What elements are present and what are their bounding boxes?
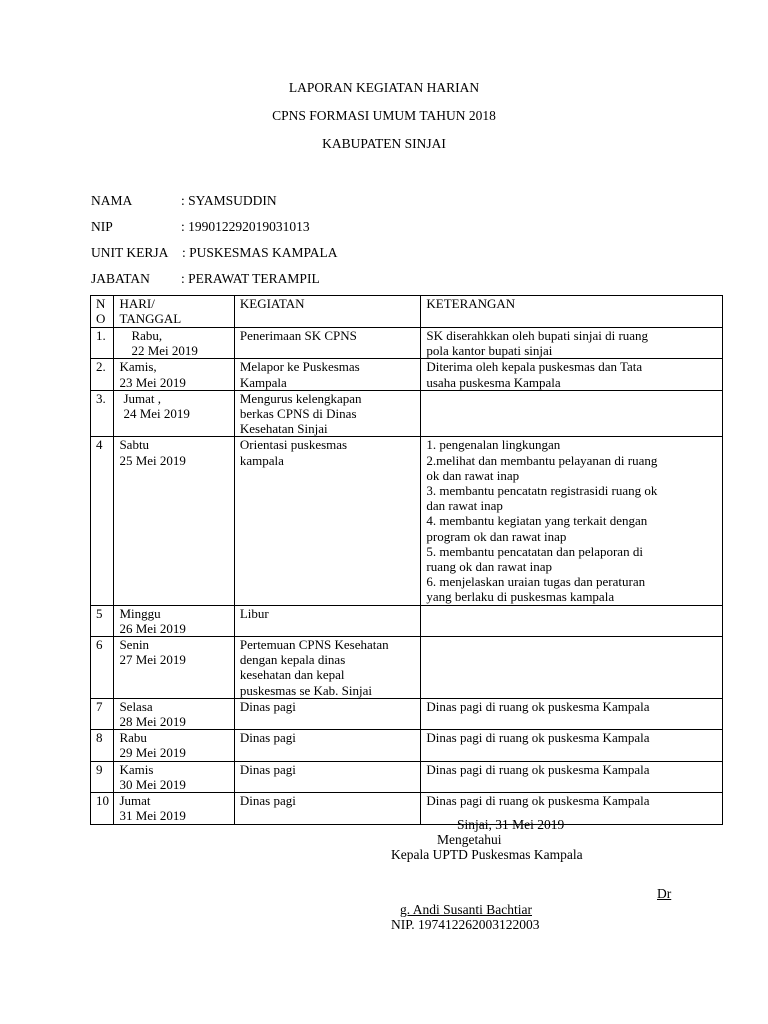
- cell-hari-tanggal: [114, 761, 234, 792]
- unit-kerja-value: : PUSKESMAS KAMPALA: [182, 245, 338, 260]
- cell-kegiatan: [234, 793, 421, 824]
- keterangan-line: pola kantor bupati sinjai: [426, 343, 553, 359]
- keterangan-line: 5. membantu pencatatan dan pelaporan di: [426, 543, 643, 559]
- cell-hari-tanggal: [114, 328, 234, 359]
- cell-tanggal: 22 Mei 2019: [131, 343, 198, 359]
- kegiatan-line: kampala: [239, 452, 284, 468]
- cell-no: 7: [91, 698, 114, 729]
- table-row: [91, 793, 723, 824]
- cell-no: 2.: [91, 359, 114, 390]
- unit-kerja-label: UNIT KERJA: [91, 245, 169, 260]
- cell-hari: Rabu,: [131, 328, 163, 343]
- keterangan-line: Dinas pagi di ruang ok puskesma Kampala: [426, 793, 650, 809]
- cell-hari: Selasa: [119, 698, 153, 714]
- cell-hari-tanggal: [114, 698, 234, 729]
- keterangan-line: 1. pengenalan lingkungan: [426, 437, 561, 453]
- header-no: [91, 296, 114, 328]
- cell-kegiatan: [234, 698, 421, 729]
- kegiatan-line: Dinas pagi: [239, 698, 296, 714]
- cell-keterangan: [421, 698, 723, 729]
- kegiatan-line: Kesehatan Sinjai: [239, 421, 328, 437]
- keterangan-line: dan rawat inap: [426, 498, 503, 514]
- cell-kegiatan: [234, 390, 421, 437]
- cell-keterangan: [421, 359, 723, 390]
- kegiatan-line: Kampala: [239, 374, 287, 390]
- cell-keterangan: [421, 605, 723, 636]
- cell-no: 5: [91, 605, 114, 636]
- cell-no: 4: [91, 437, 114, 605]
- signature-position: Kepala UPTD Puskesmas Kampala: [391, 847, 583, 862]
- cell-hari: Jumat: [119, 793, 151, 809]
- table-row: [91, 328, 723, 359]
- keterangan-line: Dinas pagi di ruang ok puskesma Kampala: [426, 730, 650, 746]
- cell-hari-tanggal: [114, 730, 234, 761]
- keterangan-line: Dinas pagi di ruang ok puskesma Kampala: [426, 761, 650, 777]
- cell-hari: Kamis: [119, 761, 154, 777]
- header-hari-line-1: HARI/: [119, 296, 155, 311]
- cell-hari: Sabtu: [119, 437, 150, 453]
- signature-place-date: Sinjai, 31 Mei 2019: [457, 817, 565, 832]
- cell-hari: Jumat ,: [123, 390, 161, 406]
- title-line-1: LAPORAN KEGIATAN HARIAN: [288, 80, 480, 95]
- cell-hari-tanggal: [114, 637, 234, 699]
- table-row: [91, 605, 723, 636]
- nip-value: : 199012292019031013: [181, 219, 310, 234]
- table-row: [91, 390, 723, 437]
- header-no-line-2: O: [96, 311, 106, 327]
- cell-hari-tanggal: [114, 437, 234, 605]
- kegiatan-line: Mengurus kelengkapan: [239, 390, 362, 406]
- cell-kegiatan: [234, 730, 421, 761]
- cell-no: 1.: [91, 328, 114, 359]
- cell-tanggal: 29 Mei 2019: [119, 745, 186, 761]
- cell-hari: Kamis,: [119, 359, 157, 375]
- cell-kegiatan: [234, 328, 421, 359]
- keterangan-line: ok dan rawat inap: [426, 467, 520, 483]
- jabatan-label: JABATAN: [91, 271, 150, 286]
- header-no-line-1: N: [96, 296, 106, 311]
- header-hari-tanggal: [114, 296, 234, 328]
- cell-hari: Minggu: [119, 605, 161, 621]
- table-row: [91, 637, 723, 699]
- cell-no: 10: [91, 793, 114, 824]
- table-row: [91, 437, 723, 605]
- keterangan-line: ruang ok dan rawat inap: [426, 559, 552, 575]
- nama-label: NAMA: [91, 193, 133, 208]
- kegiatan-line: Melapor ke Puskesmas: [239, 359, 360, 375]
- keterangan-line: usaha puskesma Kampala: [426, 374, 561, 390]
- kegiatan-line: Dinas pagi: [239, 730, 296, 746]
- keterangan-line: 4. membantu kegiatan yang terkait dengan: [426, 513, 648, 529]
- kegiatan-line: Orientasi puskesmas: [239, 437, 348, 453]
- activity-table: [90, 295, 723, 825]
- kegiatan-line: kesehatan dan kepal: [239, 667, 345, 683]
- cell-tanggal: 25 Mei 2019: [119, 452, 186, 468]
- signature-name: g. Andi Susanti Bachtiar: [400, 902, 532, 917]
- cell-hari-tanggal: [114, 793, 234, 824]
- cell-keterangan: [421, 328, 723, 359]
- jabatan-value: : PERAWAT TERAMPIL: [181, 271, 320, 286]
- cell-kegiatan: [234, 437, 421, 605]
- table-row: [91, 730, 723, 761]
- cell-tanggal: 23 Mei 2019: [119, 374, 186, 390]
- table-row: [91, 698, 723, 729]
- nama-value: : SYAMSUDDIN: [181, 193, 277, 208]
- keterangan-line: 3. membantu pencatatn registrasidi ruang ok: [426, 483, 658, 499]
- kegiatan-line: Dinas pagi: [239, 761, 296, 777]
- kegiatan-line: puskesmas se Kab. Sinjai: [239, 682, 373, 698]
- cell-hari-tanggal: [114, 359, 234, 390]
- cell-no: 6: [91, 637, 114, 699]
- signature-nip: NIP. 197412262003122003: [391, 917, 540, 932]
- header-keterangan: KETERANGAN: [421, 296, 723, 328]
- cell-hari: Senin: [119, 637, 150, 653]
- signature-title-prefix: Dr: [657, 886, 672, 901]
- cell-no: 8: [91, 730, 114, 761]
- keterangan-line: 6. menjelaskan uraian tugas dan peraturan: [426, 574, 646, 590]
- cell-tanggal: 31 Mei 2019: [119, 808, 186, 824]
- nip-label: NIP: [91, 219, 113, 234]
- table-header-row: [91, 296, 723, 328]
- keterangan-line: SK diserahkkan oleh bupati sinjai di ruang: [426, 328, 649, 343]
- cell-no: 9: [91, 761, 114, 792]
- cell-keterangan: [421, 761, 723, 792]
- cell-hari: Rabu: [119, 730, 147, 746]
- kegiatan-line: Penerimaan SK CPNS: [239, 328, 357, 343]
- header-kegiatan: KEGIATAN: [234, 296, 421, 328]
- kegiatan-line: Dinas pagi: [239, 793, 296, 809]
- cell-hari-tanggal: [114, 605, 234, 636]
- cell-tanggal: 24 Mei 2019: [123, 406, 190, 422]
- cell-tanggal: 27 Mei 2019: [119, 652, 186, 668]
- title-line-2: CPNS FORMASI UMUM TAHUN 2018: [272, 108, 496, 123]
- table-row: [91, 761, 723, 792]
- cell-tanggal: 26 Mei 2019: [119, 620, 186, 636]
- kegiatan-line: berkas CPNS di Dinas: [239, 406, 357, 422]
- header-hari-line-2: TANGGAL: [119, 311, 182, 327]
- table-row: [91, 359, 723, 390]
- kegiatan-line: Libur: [239, 605, 269, 621]
- cell-kegiatan: [234, 761, 421, 792]
- cell-tanggal: 30 Mei 2019: [119, 776, 186, 792]
- cell-hari-tanggal: [114, 390, 234, 437]
- cell-tanggal: 28 Mei 2019: [119, 714, 186, 730]
- title-line-3: KABUPATEN SINJAI: [322, 136, 446, 151]
- cell-keterangan: [421, 390, 723, 437]
- keterangan-line: yang berlaku di puskesmas kampala: [426, 589, 615, 605]
- keterangan-line: program ok dan rawat inap: [426, 528, 567, 544]
- kegiatan-line: dengan kepala dinas: [239, 652, 346, 668]
- cell-keterangan: [421, 730, 723, 761]
- keterangan-line: 2.melihat dan membantu pelayanan di ruang: [426, 452, 658, 468]
- cell-kegiatan: [234, 359, 421, 390]
- cell-no: 3.: [91, 390, 114, 437]
- keterangan-line: Dinas pagi di ruang ok puskesma Kampala: [426, 698, 650, 714]
- cell-kegiatan: [234, 637, 421, 699]
- kegiatan-line: Pertemuan CPNS Kesehatan: [239, 637, 389, 653]
- signature-mengetahui: Mengetahui: [437, 832, 502, 847]
- cell-keterangan: [421, 437, 723, 605]
- keterangan-line: Diterima oleh kepala puskesmas dan Tata: [426, 359, 643, 375]
- cell-kegiatan: [234, 605, 421, 636]
- cell-keterangan: [421, 637, 723, 699]
